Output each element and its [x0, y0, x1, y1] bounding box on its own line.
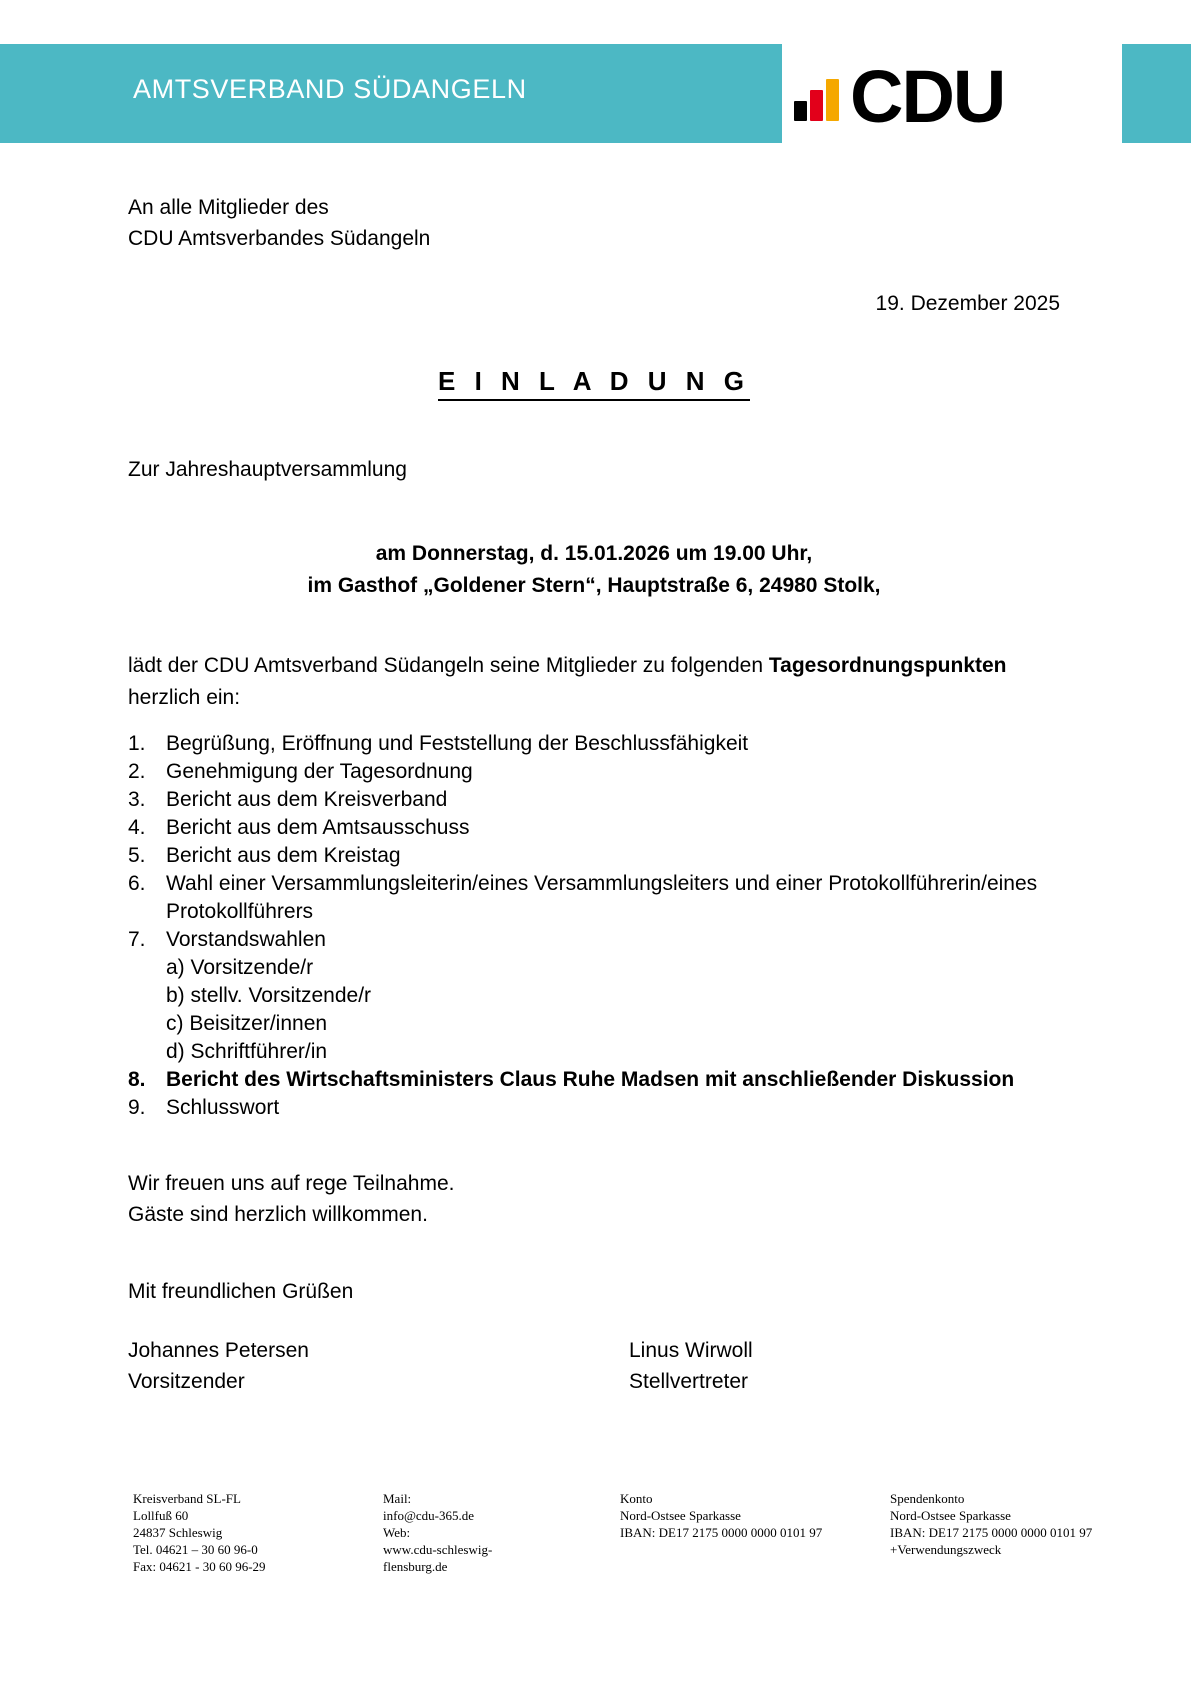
list-item [128, 786, 1048, 814]
footer [0, 1490, 1191, 1610]
signature-right [629, 1335, 753, 1397]
footer-column-account [620, 1490, 860, 1541]
intro-paragraph [128, 650, 1028, 714]
footer-line: Fax: 04621 - 30 60 96-29 [133, 1559, 266, 1574]
event-location: im Gasthof „Goldener Stern“, Hauptstraße 6, 24980 Stolk, [307, 574, 881, 597]
agenda-subitem: c) Beisitzer/innen [166, 1012, 328, 1035]
addressee-block [128, 192, 430, 254]
agenda-text: Bericht aus dem Amtsausschuss [166, 816, 470, 839]
footer-column-address [133, 1490, 353, 1575]
signer-role: Stellvertreter [629, 1370, 749, 1393]
agenda-text: Bericht des Wirtschaftsministers Claus Ruhe Madsen mit anschließender Diskussion [166, 1068, 1015, 1091]
signature-left [128, 1335, 309, 1397]
page-title [128, 366, 1060, 397]
regards-line: Mit freundlichen Grüßen [128, 1280, 354, 1303]
footer-line: 24837 Schleswig [133, 1525, 223, 1540]
agenda-number: 5. [128, 844, 146, 867]
list-item [128, 926, 1048, 954]
list-item [128, 758, 1048, 786]
footer-line: IBAN: DE17 2175 0000 0000 0101 97 [620, 1525, 823, 1540]
letterhead [0, 44, 1191, 143]
addressee-line-1: An alle Mitglieder des [128, 196, 329, 219]
list-item [128, 842, 1048, 870]
footer-column-donation-account [890, 1490, 1150, 1558]
page-title-text: E I N L A D U N G [438, 366, 750, 401]
agenda-number: 1. [128, 732, 146, 755]
letter-date: 19. Dezember 2025 [875, 292, 1060, 315]
agenda-list [128, 730, 1048, 1122]
footer-column-contact [383, 1490, 573, 1575]
agenda-text: Genehmigung der Tagesordnung [166, 760, 473, 783]
agenda-text: Vorstandswahlen [166, 928, 326, 951]
cdu-logo-text: CDU [850, 55, 1005, 138]
footer-line: IBAN: DE17 2175 0000 0000 0101 97 [890, 1525, 1093, 1540]
organization-name: AMTSVERBAND SÜDANGELN [133, 74, 527, 104]
header-band-right [1122, 44, 1191, 143]
agenda-text: Wahl einer Versammlungsleiterin/eines Versammlungsleiters und einer Protokollführerin/eines Protokollführers [166, 872, 1038, 923]
event-details [128, 538, 1060, 602]
list-item [128, 870, 1048, 926]
agenda-number: 6. [128, 872, 146, 895]
footer-line: Kreisverband SL-FL [133, 1491, 241, 1506]
agenda-subitem: b) stellv. Vorsitzende/r [166, 984, 372, 1007]
footer-line: Tel. 04621 – 30 60 96-0 [133, 1542, 258, 1557]
agenda-text: Begrüßung, Eröffnung und Feststellung der Beschlussfähigkeit [166, 732, 749, 755]
agenda-number: 8. [128, 1068, 146, 1091]
closing-line-1: Wir freuen uns auf rege Teilnahme. [128, 1172, 455, 1195]
intro-text-part2: herzlich ein: [128, 686, 241, 709]
footer-line: Spendenkonto [890, 1491, 965, 1506]
cdu-logo [782, 44, 1122, 143]
closing-line-2: Gäste sind herzlich willkommen. [128, 1203, 428, 1226]
intro-text-bold: Tagesordnungspunkten [768, 654, 1007, 677]
agenda-subitems [166, 954, 1048, 1066]
signer-role: Vorsitzender [128, 1370, 245, 1393]
footer-line: Web: [383, 1525, 411, 1540]
footer-line: Lollfuß 60 [133, 1508, 189, 1523]
footer-line: Nord-Ostsee Sparkasse [890, 1508, 1011, 1523]
agenda-text: Bericht aus dem Kreistag [166, 844, 401, 867]
list-item [128, 730, 1048, 758]
footer-line: +Verwendungszweck [890, 1542, 1002, 1557]
cdu-bars-icon [794, 79, 839, 121]
subject-line: Zur Jahreshauptversammlung [128, 458, 407, 481]
footer-line: Mail: [383, 1491, 412, 1506]
agenda-number: 2. [128, 760, 146, 783]
signer-name: Johannes Petersen [128, 1339, 309, 1362]
agenda-number: 7. [128, 928, 146, 951]
intro-text-part1: lädt der CDU Amtsverband Südangeln seine Mitglieder zu folgenden [128, 654, 769, 677]
agenda-subitem: a) Vorsitzende/r [166, 956, 314, 979]
addressee-line-2: CDU Amtsverbandes Südangeln [128, 227, 431, 250]
closing-block [128, 1168, 454, 1230]
footer-web-line-2[interactable]: flensburg.de [383, 1559, 448, 1574]
footer-line: Konto [620, 1491, 653, 1506]
footer-web-line-1[interactable]: www.cdu-schleswig- [383, 1542, 493, 1557]
agenda-number: 9. [128, 1096, 146, 1119]
list-item [128, 1066, 1048, 1094]
agenda-text: Schlusswort [166, 1096, 280, 1119]
agenda-number: 3. [128, 788, 146, 811]
list-item [128, 814, 1048, 842]
event-datetime: am Donnerstag, d. 15.01.2026 um 19.00 Uhr, [375, 542, 813, 565]
agenda-subitem: d) Schriftführer/in [166, 1040, 328, 1063]
agenda-text: Bericht aus dem Kreisverband [166, 788, 448, 811]
list-item [128, 1094, 1048, 1122]
footer-line: Nord-Ostsee Sparkasse [620, 1508, 741, 1523]
footer-email[interactable]: info@cdu-365.de [383, 1508, 475, 1523]
signer-name: Linus Wirwoll [629, 1339, 753, 1362]
agenda-number: 4. [128, 816, 146, 839]
